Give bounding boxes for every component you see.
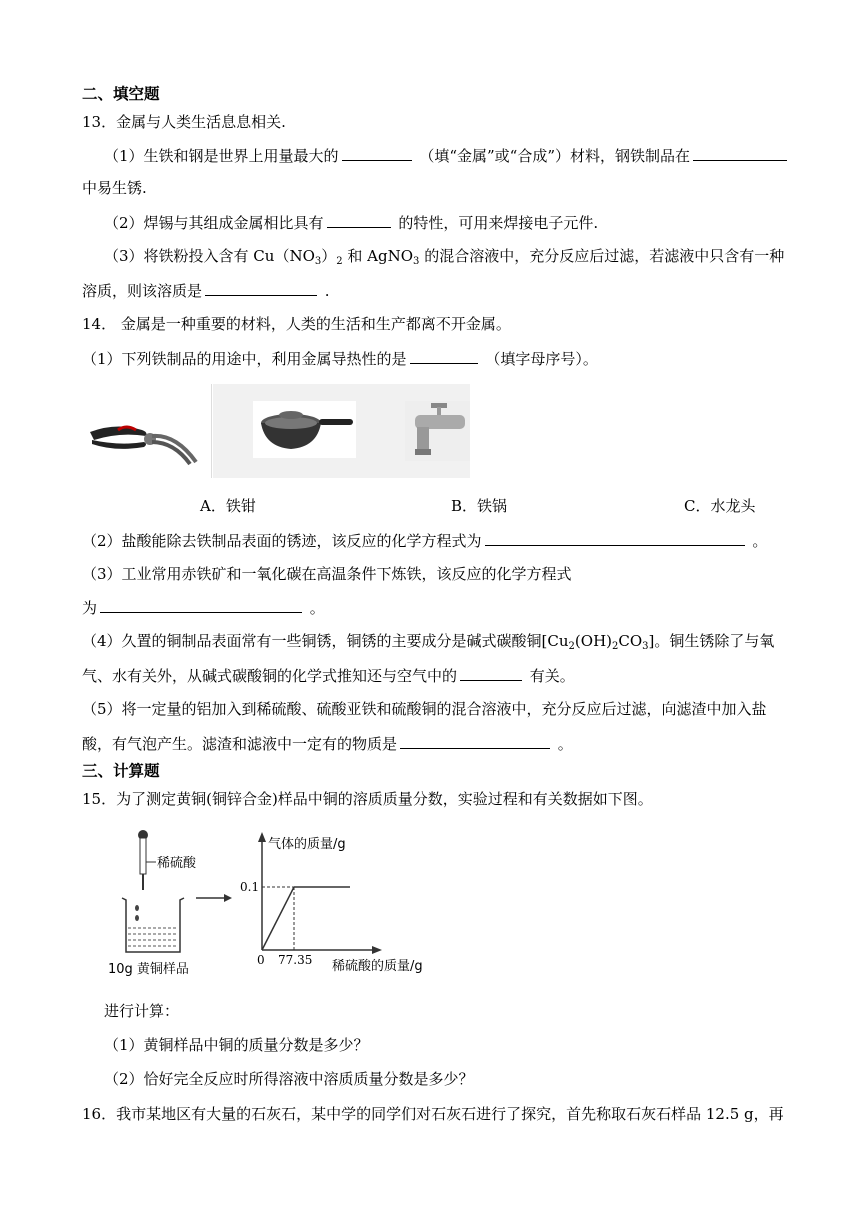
q13-sub-1: 3 bbox=[314, 256, 322, 267]
q14-part4-text-f: 有关。 bbox=[529, 667, 575, 685]
q13-part3-text-c: 和 AgNO bbox=[342, 247, 414, 265]
q14-part3-line1: （3）工业常用赤铁矿和一氧化碳在高温条件下炼铁，该反应的化学方程式 bbox=[82, 565, 572, 583]
y-axis-arrow bbox=[258, 832, 266, 842]
q14-part4-text-b: (OH) bbox=[574, 632, 613, 650]
q13-part3-line2 bbox=[82, 280, 330, 301]
q13-blank-3[interactable] bbox=[327, 212, 391, 228]
q15-sub2: （2）恰好完全反应时所得溶液中溶质质量分数是多少？ bbox=[104, 1070, 474, 1088]
q14-part5-text-b: 酸，有气泡产生。滤渣和滤液中一定有的物质是 bbox=[82, 735, 398, 753]
origin-label: 0 bbox=[257, 953, 265, 967]
q14-part2-text-a: （2）盐酸能除去铁制品表面的锈迹，该反应的化学方程式为 bbox=[82, 532, 482, 550]
gas-curve-rise bbox=[262, 887, 294, 950]
q13-part3-text-b: ） bbox=[321, 247, 337, 265]
q15-sub1: （1）黄铜样品中铜的质量分数是多少？ bbox=[104, 1036, 369, 1054]
x-tick-label: 77.35 bbox=[278, 953, 313, 967]
q14-part4-line1 bbox=[82, 631, 774, 657]
x-axis-label: 稀硫酸的质量/g bbox=[332, 959, 423, 974]
q13-sub-3: 3 bbox=[413, 256, 420, 267]
x-axis-arrow bbox=[372, 946, 382, 954]
arrow-head bbox=[224, 894, 232, 902]
q13-part2-text-b: 的特性，可用来焊接电子元件. bbox=[398, 214, 599, 232]
q14-part5-line1: （5）将一定量的铝加入到稀硫酸、硫酸亚铁和硫酸铜的混合溶液中，充分反应后过滤，向滤渣中加入盐 bbox=[82, 700, 767, 718]
beaker bbox=[122, 898, 184, 952]
y-tick-label: 0.1 bbox=[240, 880, 260, 894]
option-a: A．铁钳 bbox=[200, 497, 256, 515]
q14-part5-text-c: 。 bbox=[557, 735, 573, 753]
q13-stem: 13．金属与人类生活息息相关. bbox=[82, 113, 286, 131]
q13-part3-text-f: . bbox=[324, 282, 330, 300]
q14-blank-5[interactable] bbox=[400, 733, 550, 749]
q14-part3-line2 bbox=[82, 597, 325, 618]
q14-part4-text-c: CO bbox=[618, 632, 643, 650]
q14-part2 bbox=[82, 530, 767, 551]
pliers-image bbox=[86, 384, 210, 478]
image-divider bbox=[211, 384, 212, 478]
sample-label: 10g 黄铜样品 bbox=[108, 962, 189, 977]
q14-part4-text-d: ]。铜生锈除了与氧 bbox=[648, 632, 775, 650]
q14-sub-2: 2 bbox=[612, 641, 619, 652]
q14-part3-text-c: 。 bbox=[309, 599, 325, 617]
q14-part5-line2 bbox=[82, 733, 573, 754]
q14-part4-line2 bbox=[82, 665, 575, 686]
q13-part2-text-a: （2）焊锡与其组成金属相比具有 bbox=[104, 214, 324, 232]
wok-image bbox=[253, 401, 356, 458]
q14-part1 bbox=[82, 348, 598, 369]
faucet-image bbox=[405, 401, 470, 461]
q15-figure-svg bbox=[100, 828, 445, 978]
q14-blank-1[interactable] bbox=[410, 348, 478, 364]
dropper-tube bbox=[140, 838, 146, 874]
q13-blank-2[interactable] bbox=[693, 145, 787, 161]
q13-sub-2: 2 bbox=[336, 256, 343, 267]
q14-part2-text-b: 。 bbox=[752, 532, 768, 550]
q13-part3-line1 bbox=[104, 246, 784, 272]
q13-part1-line1 bbox=[104, 145, 790, 166]
section-title-calc: 三、计算题 bbox=[82, 762, 160, 780]
section-title-fill-in: 二、填空题 bbox=[82, 85, 160, 103]
option-b: B．铁锅 bbox=[451, 497, 508, 515]
q13-blank-1[interactable] bbox=[342, 145, 412, 161]
q14-stem: 14． 金属是一种重要的材料，人类的生活和生产都离不开金属。 bbox=[82, 315, 511, 333]
drop bbox=[135, 905, 139, 911]
q13-blank-4[interactable] bbox=[205, 280, 317, 296]
q14-blank-3[interactable] bbox=[100, 597, 302, 613]
q14-part4-text-a: （4）久置的铜制品表面常有一些铜锈，铜锈的主要成分是碱式碳酸铜[Cu bbox=[82, 632, 569, 650]
q16-stem: 16．我市某地区有大量的石灰石，某中学的同学们对石灰石进行了探究，首先称取石灰石样品 12.5 g，再 bbox=[82, 1105, 784, 1123]
q13-part1-line2: 中易生锈. bbox=[82, 179, 147, 197]
drop bbox=[135, 915, 139, 921]
q13-part1-text-a: （1）生铁和钢是世界上用量最大的 bbox=[104, 147, 339, 165]
q14-sub-1: 2 bbox=[568, 641, 575, 652]
q13-part2 bbox=[104, 212, 598, 233]
acid-label: 稀硫酸 bbox=[157, 856, 197, 871]
q13-part3-text-d: 的混合溶液中，充分反应后过滤，若滤液中只含有一种 bbox=[419, 247, 785, 265]
q15-calc-prompt: 进行计算： bbox=[104, 1002, 180, 1020]
q15-stem: 15．为了测定黄铜(铜锌合金)样品中铜的溶质质量分数，实验过程和有关数据如下图。 bbox=[82, 790, 653, 808]
q14-part1-text-a: （1）下列铁制品的用途中，利用金属导热性的是 bbox=[82, 350, 407, 368]
q13-part3-text-e: 溶质，则该溶质是 bbox=[82, 282, 203, 300]
y-axis-label: 气体的质量/g bbox=[268, 837, 346, 852]
q14-part3-text-b: 为 bbox=[82, 599, 98, 617]
q13-part3-text-a: （3）将铁粉投入含有 Cu（NO bbox=[104, 247, 315, 265]
image-panel bbox=[213, 384, 470, 478]
q14-part4-text-e: 气、水有关外，从碱式碳酸铜的化学式推知还与空气中的 bbox=[82, 667, 458, 685]
q14-sub-3: 3 bbox=[642, 641, 649, 652]
option-c: C．水龙头 bbox=[684, 497, 756, 515]
q13-part1-text-b: （填“金属”或“合成”）材料，钢铁制品在 bbox=[419, 147, 691, 165]
q14-blank-4[interactable] bbox=[460, 665, 522, 681]
q14-blank-2[interactable] bbox=[485, 530, 745, 546]
q15-figure bbox=[100, 828, 445, 978]
q14-part1-text-b: （填字母序号）。 bbox=[485, 350, 598, 368]
